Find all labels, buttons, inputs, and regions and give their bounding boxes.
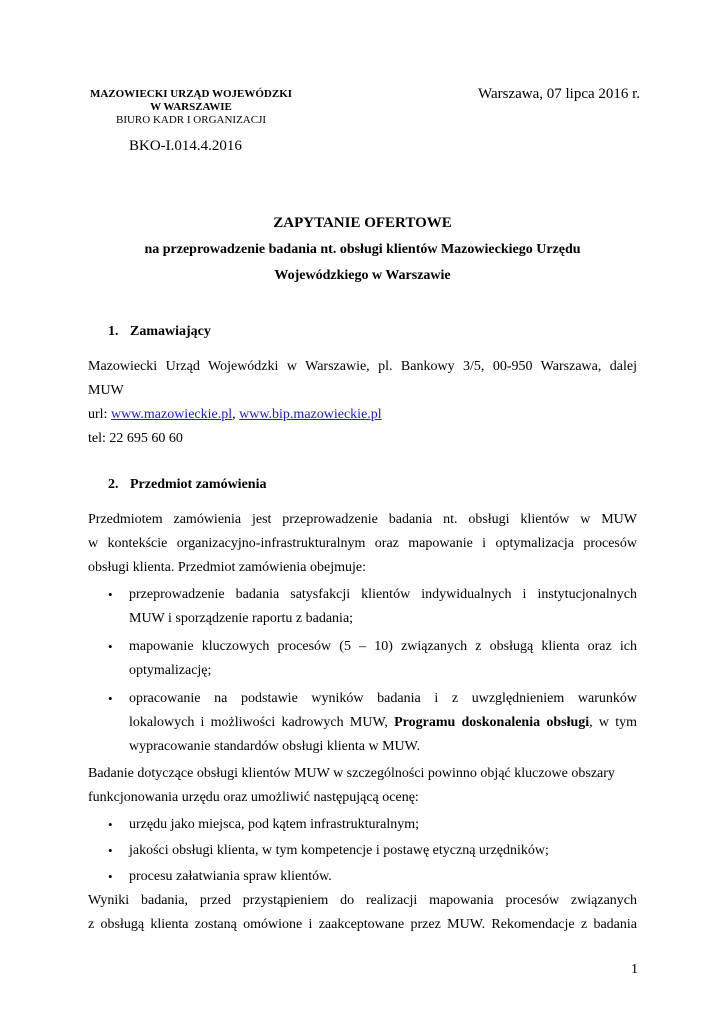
list-item-text: wypracowanie standardów obsługi klienta w MUW.	[129, 739, 421, 754]
program-name: Programu doskonalenia obsługi	[394, 715, 590, 730]
page-number: 1	[631, 962, 638, 977]
list-item-text: urzędu jako miejsca, pod kątem infrastrukturalnym;	[129, 817, 420, 832]
reference-number: BKO-I.014.4.2016	[129, 138, 242, 154]
paragraph-line: obsługi klienta. Przedmiot zamówienia obejmuje:	[88, 560, 366, 575]
document-date: Warszawa, 07 lipca 2016 r.	[478, 86, 641, 102]
list-item-text: procesu załatwiania spraw klientów.	[129, 869, 332, 884]
address-line: MUW	[88, 383, 124, 398]
paragraph-line: Badanie dotyczące obsługi klientów MUW w szczególności powinno objąć kluczowe obszary	[88, 766, 615, 781]
list-item-text: opracowanie na podstawie wyników badania i z uwzględnieniem warunków	[129, 691, 637, 706]
list-item-text: przeprowadzenie badania satysfakcji klientów indywidualnych i instytucjonalnych	[129, 587, 637, 602]
bullet-icon: •	[108, 843, 113, 858]
section-number: 2.	[108, 477, 119, 492]
document-title: ZAPYTANIE OFERTOWE	[273, 215, 452, 231]
bip-website-link[interactable]: www.bip.mazowieckie.pl	[239, 407, 382, 422]
institution-header	[60, 88, 322, 127]
text-run: lokalowych i możliwości kadrowych MUW,	[129, 715, 395, 730]
text-run: , w tym	[589, 715, 637, 730]
list-item-text: optymalizację;	[129, 663, 212, 678]
bullet-icon: •	[108, 817, 113, 832]
scope-list	[108, 583, 637, 759]
paragraph-line: z obsługą klienta zostaną omówione i zaakceptowane przez MUW. Rekomendacje z badania	[88, 917, 637, 932]
list-item-text: MUW i sporządzenie raportu z badania;	[129, 611, 354, 626]
list-item	[108, 839, 637, 863]
section2-intro	[88, 508, 637, 580]
paragraph-line: Przedmiotem zamówienia jest przeprowadzenie badania nt. obsługi klientów w MUW	[88, 512, 637, 527]
url-label: url:	[88, 407, 111, 422]
institution-department: BIURO KADR I ORGANIZACJI	[115, 114, 267, 126]
institution-name-line1: MAZOWIECKI URZĄD WOJEWÓDZKI	[89, 88, 293, 100]
list-item-text: jakości obsługi klienta, w tym kompetencje i postawę etyczną urzędników;	[129, 843, 549, 858]
bullet-icon: •	[108, 587, 113, 602]
section1-body	[88, 355, 637, 451]
url-separator: ,	[232, 407, 240, 422]
paragraph-line: w kontekście organizacyjno-infrastrukturalnym oraz mapowanie i optymalizacja procesów	[88, 536, 637, 551]
bullet-icon: •	[108, 869, 113, 884]
section-title: Przedmiot zamówienia	[130, 477, 267, 492]
address-line: Mazowiecki Urząd Wojewódzki w Warszawie, pl. Bankowy 3/5, 00-950 Warszawa, dalej	[88, 359, 637, 374]
list-item	[108, 687, 637, 759]
document-subtitle-line2: Wojewódzkiego w Warszawie	[274, 268, 451, 283]
section-number: 1.	[108, 324, 119, 339]
list-item	[108, 813, 637, 837]
section-heading-subject	[108, 477, 266, 493]
results-paragraph	[88, 889, 637, 937]
assessment-list	[108, 813, 637, 889]
bullet-icon: •	[108, 691, 113, 706]
section-title: Zamawiający	[130, 324, 211, 339]
list-item-text: mapowanie kluczowych procesów (5 – 10) związanych z obsługą klienta oraz ich	[129, 639, 637, 654]
website-link[interactable]: www.mazowieckie.pl	[110, 407, 233, 422]
list-item	[108, 583, 637, 631]
list-item	[108, 865, 637, 889]
institution-name-line2: W WARSZAWIE	[150, 101, 232, 113]
survey-paragraph	[88, 762, 637, 810]
section-heading-contracting-party	[108, 324, 211, 340]
phone-line: tel: 22 695 60 60	[88, 431, 183, 446]
paragraph-line: funkcjonowania urzędu oraz umożliwić następującą ocenę:	[88, 790, 419, 805]
list-item	[108, 635, 637, 683]
url-line	[88, 403, 637, 427]
document-subtitle-line1: na przeprowadzenie badania nt. obsługi klientów Mazowieckiego Urzędu	[144, 242, 581, 257]
paragraph-line: Wyniki badania, przed przystąpieniem do realizacji mapowania procesów związanych	[88, 893, 637, 908]
list-item-text	[129, 711, 637, 735]
bullet-icon: •	[108, 639, 113, 654]
